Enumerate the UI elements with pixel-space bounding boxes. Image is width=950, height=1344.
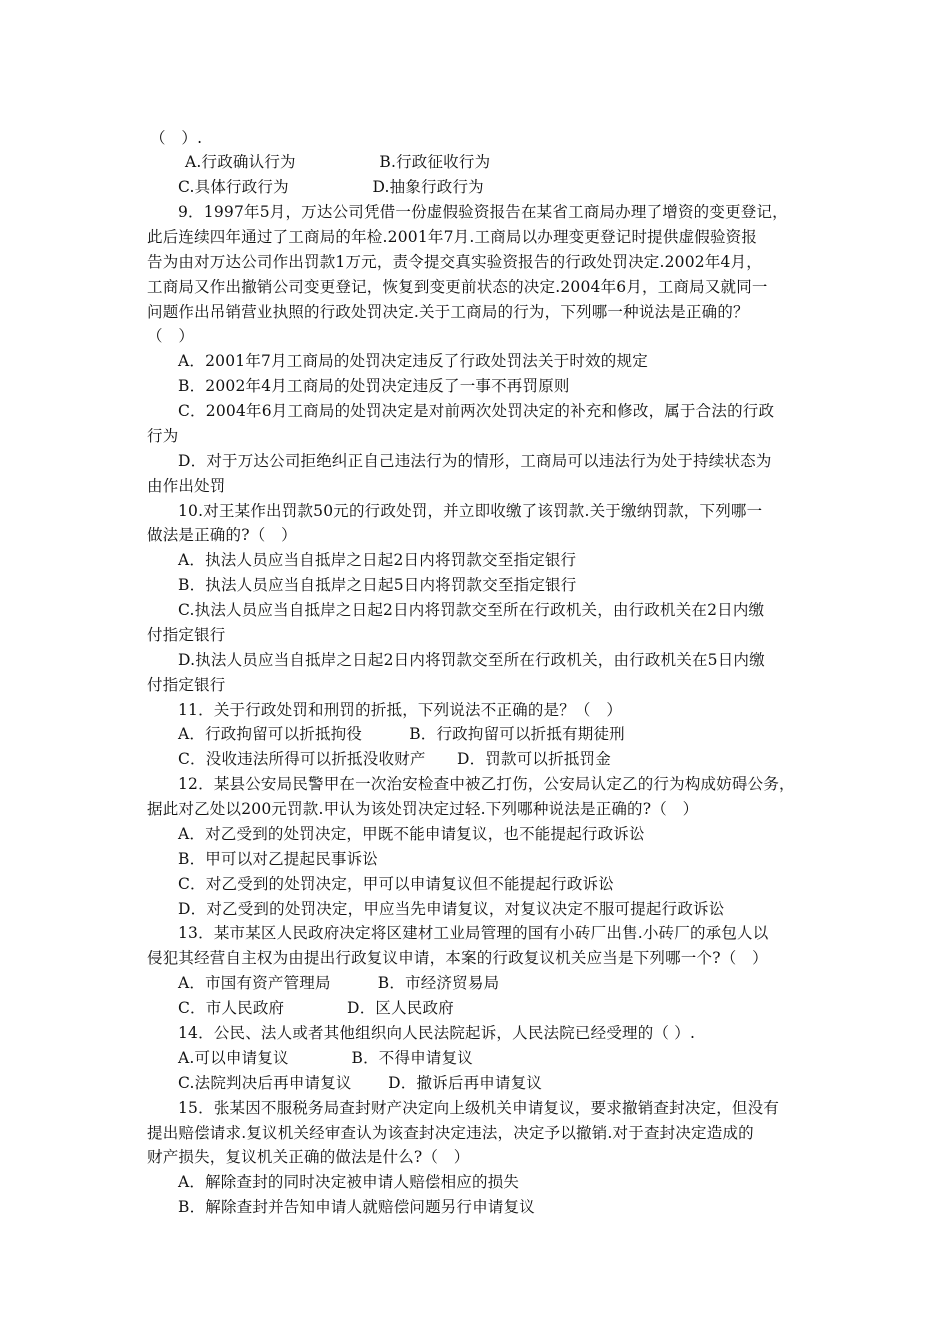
text-line: A．执法人员应当自抵岸之日起2日内将罚款交至指定银行: [178, 551, 577, 569]
text-line: C．2004年6月工商局的处罚决定是对前两次处罚决定的补充和修改，属于合法的行政: [178, 402, 775, 420]
text-line: A．对乙受到的处罚决定，甲既不能申请复议，也不能提起行政诉讼: [178, 825, 645, 843]
text-line: 13．某市某区人民政府决定将区建材工业局管理的国有小砖厂出售.小砖厂的承包人以: [178, 924, 769, 942]
text-line: 据此对乙处以200元罚款.甲认为该处罚决定过轻.下列哪种说法是正确的?（ ）: [147, 800, 699, 818]
text-line: D．对乙受到的处罚决定，甲应当先申请复议，对复议决定不服可提起行政诉讼: [178, 900, 725, 918]
text-line: 付指定银行: [147, 676, 226, 694]
text-line: A.行政确认行为 B.行政征收行为: [185, 153, 491, 171]
text-line: C.法院判决后再申请复议 D．撤诉后再申请复议: [178, 1074, 543, 1092]
text-line: 10.对王某作出罚款50元的行政处罚，并立即收缴了该罚款.关于缴纳罚款，下列哪一: [178, 502, 763, 520]
text-line: B．甲可以对乙提起民事诉讼: [178, 850, 378, 868]
text-line: C．没收违法所得可以折抵没收财产 D．罚款可以折抵罚金: [178, 750, 611, 768]
text-line: （ ）: [147, 327, 195, 345]
text-line: C．市人民政府 D．区人民政府: [178, 999, 454, 1017]
text-line: A．2001年7月工商局的处罚决定违反了行政处罚法关于时效的规定: [178, 352, 648, 370]
text-line: 提出赔偿请求.复议机关经审查认为该查封决定违法，决定予以撤销.对于查封决定造成的: [147, 1124, 754, 1142]
text-line: A.可以申请复议 B．不得申请复议: [178, 1049, 474, 1067]
text-line: B．2002年4月工商局的处罚决定违反了一事不再罚原则: [178, 377, 570, 395]
text-line: 付指定银行: [147, 626, 226, 644]
text-line: 15．张某因不服税务局查封财产决定向上级机关申请复议，要求撤销查封决定，但没有: [178, 1099, 780, 1117]
text-line: B．解除查封并告知申请人就赔偿问题另行申请复议: [178, 1198, 535, 1216]
text-line: 财产损失，复议机关正确的做法是什么?（ ）: [147, 1148, 470, 1166]
text-line: 由作出处罚: [147, 477, 226, 495]
text-line: （ ）.: [150, 129, 203, 147]
text-line: A．市国有资产管理局 B．市经济贸易局: [178, 974, 500, 992]
text-line: 12．某县公安局民警甲在一次治安检查中被乙打伤，公安局认定乙的行为构成妨碍公务，: [178, 775, 795, 793]
text-line: 问题作出吊销营业执照的行政处罚决定.关于工商局的行为，下列哪一种说法是正确的？: [147, 303, 749, 321]
text-line: A．行政拘留可以折抵拘役 B．行政拘留可以折抵有期徒刑: [178, 725, 625, 743]
text-line: 做法是正确的?（ ）: [147, 526, 297, 544]
text-line: 告为由对万达公司作出罚款1万元，责令提交真实验资报告的行政处罚决定.2002年4月，: [147, 253, 762, 271]
text-line: 工商局又作出撤销公司变更登记，恢复到变更前状态的决定.2004年6月，工商局又就同一: [147, 278, 768, 296]
text-line: 11．关于行政处罚和刑罚的折抵，下列说法不正确的是？（ ）: [178, 701, 623, 719]
text-line: D．对于万达公司拒绝纠正自己违法行为的情形，工商局可以违法行为处于持续状态为: [178, 452, 772, 470]
text-line: C.执法人员应当自抵岸之日起2日内将罚款交至所在行政机关，由行政机关在2日内缴: [178, 601, 765, 619]
text-line: C．对乙受到的处罚决定，甲可以申请复议但不能提起行政诉讼: [178, 875, 614, 893]
text-line: 侵犯其经营自主权为由提出行政复议申请，本案的行政复议机关应当是下列哪一个?（ ）: [147, 949, 768, 967]
text-line: 行为: [147, 427, 179, 445]
text-line: A．解除查封的同时决定被申请人赔偿相应的损失: [178, 1173, 520, 1191]
text-line: 9．1997年5月，万达公司凭借一份虚假验资报告在某省工商局办理了增资的变更登记，: [178, 203, 788, 221]
text-line: 此后连续四年通过了工商局的年检.2001年7月.工商局以办理变更登记时提供虚假验资报: [147, 228, 758, 246]
text-line: B．执法人员应当自抵岸之日起5日内将罚款交至指定银行: [178, 576, 577, 594]
text-line: C.具体行政行为 D.抽象行政行为: [178, 178, 484, 196]
text-line: 14．公民、法人或者其他组织向人民法院起诉，人民法院已经受理的（ ）.: [178, 1024, 696, 1042]
text-line: D.执法人员应当自抵岸之日起2日内将罚款交至所在行政机关，由行政机关在5日内缴: [178, 651, 765, 669]
